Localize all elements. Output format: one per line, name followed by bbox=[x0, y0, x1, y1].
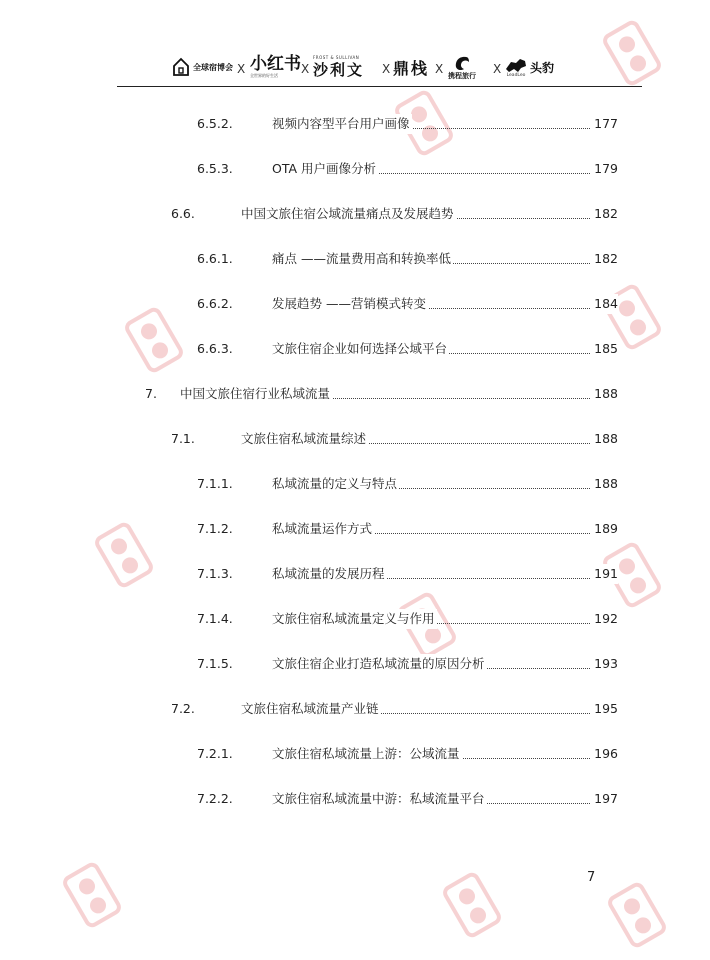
toc-entry[interactable] bbox=[197, 564, 618, 584]
toc-entry-page: 196 bbox=[592, 744, 618, 764]
watermark-seal-icon bbox=[92, 520, 156, 590]
toc-entry-title: 文旅住宿私域流量上游：公域流量 bbox=[272, 744, 462, 764]
toc-entry-page: 177 bbox=[592, 114, 618, 134]
toc-entry-title: 文旅住宿私域流量定义与作用 bbox=[272, 609, 437, 629]
logo-separator: X bbox=[301, 62, 310, 76]
toc-entry-number: 6.6.2. bbox=[197, 296, 233, 311]
logo-separator: X bbox=[382, 62, 391, 76]
watermark-seal-icon bbox=[60, 860, 124, 930]
toc-entry-number: 7.2. bbox=[171, 701, 195, 716]
xiaohongshu-logo-subtext: 全世界的好生活 bbox=[250, 73, 278, 78]
toc-entry-number: 6.5.2. bbox=[197, 116, 233, 131]
toc-entry-page: 188 bbox=[592, 384, 618, 404]
toc-entry-title: 私域流量的定义与特点 bbox=[272, 474, 399, 494]
toc-entry-page: 193 bbox=[592, 654, 618, 674]
dingzhan-logo bbox=[393, 48, 429, 86]
toc-entry-number: 7.1.2. bbox=[197, 521, 233, 536]
header-logo-bar bbox=[117, 48, 642, 88]
toc-entry-page: 185 bbox=[592, 339, 618, 359]
toc-entry[interactable] bbox=[197, 609, 618, 629]
ctrip-logo-text: 携程旅行 bbox=[448, 71, 476, 80]
watermark-seal-icon bbox=[600, 18, 664, 88]
watermark-seal-icon bbox=[605, 880, 669, 950]
leopard-icon bbox=[505, 57, 527, 73]
toc-entry-page: 179 bbox=[592, 159, 618, 179]
toc-entry[interactable] bbox=[197, 519, 618, 539]
toc-entry-title: 痛点 ——流量费用高和转换率低 bbox=[272, 249, 453, 269]
toc-entry[interactable] bbox=[171, 699, 618, 719]
leadleo-logo-text: 头豹 bbox=[530, 60, 555, 75]
toc-entry-title: 文旅住宿私域流量综述 bbox=[241, 429, 368, 449]
toc-entry[interactable] bbox=[197, 744, 618, 764]
frost-sullivan-logo-subtext: FROST & SULLIVAN bbox=[313, 55, 360, 60]
house-icon bbox=[172, 57, 190, 77]
toc-entry-title: 私域流量运作方式 bbox=[272, 519, 374, 539]
toc-entry-number: 6.6. bbox=[171, 206, 195, 221]
toc-entry-page: 182 bbox=[592, 249, 618, 269]
dingzhan-logo-text: 鼎栈 bbox=[393, 58, 430, 78]
toc-entry-number: 7.1.3. bbox=[197, 566, 233, 581]
toc-entry-page: 195 bbox=[592, 699, 618, 719]
logo-separator: X bbox=[493, 62, 502, 76]
toc-entry-number: 7.2.2. bbox=[197, 791, 233, 806]
toc-entry[interactable] bbox=[145, 384, 618, 404]
toc-entry-page: 188 bbox=[592, 474, 618, 494]
header-divider bbox=[117, 86, 642, 87]
leadleo-logo bbox=[505, 48, 554, 86]
xiaohongshu-logo bbox=[250, 48, 301, 86]
toc-entry[interactable] bbox=[197, 159, 618, 179]
toc-entry-title: 文旅住宿企业如何选择公域平台 bbox=[272, 339, 449, 359]
toc-entry-number: 6.5.3. bbox=[197, 161, 233, 176]
toc-entry[interactable] bbox=[197, 294, 618, 314]
toc-entry[interactable] bbox=[197, 654, 618, 674]
toc-entry-number: 7.1. bbox=[171, 431, 195, 446]
dolphin-icon bbox=[452, 55, 472, 72]
toc-entry-page: 188 bbox=[592, 429, 618, 449]
expo-logo-text: 全球宿博会 bbox=[193, 62, 233, 72]
toc-entry[interactable] bbox=[197, 114, 618, 134]
toc-entry-number: 7.1.4. bbox=[197, 611, 233, 626]
logo-separator: X bbox=[435, 62, 444, 76]
toc-entry-page: 184 bbox=[592, 294, 618, 314]
toc-entry-number: 7.1.1. bbox=[197, 476, 233, 491]
toc-entry-number: 6.6.3. bbox=[197, 341, 233, 356]
toc-entry-number: 7. bbox=[145, 386, 157, 401]
toc-entry-title: 中国文旅住宿公域流量痛点及发展趋势 bbox=[241, 204, 456, 224]
toc-entry-page: 197 bbox=[592, 789, 618, 809]
toc-entry-title: 发展趋势 ——营销模式转变 bbox=[272, 294, 428, 314]
toc-entry-title: 文旅住宿企业打造私域流量的原因分析 bbox=[272, 654, 487, 674]
toc-entry[interactable] bbox=[171, 204, 618, 224]
toc-entry-page: 182 bbox=[592, 204, 618, 224]
toc-entry[interactable] bbox=[197, 339, 618, 359]
frost-sullivan-logo-text: 沙利文 bbox=[313, 61, 365, 79]
frost-sullivan-logo bbox=[313, 48, 364, 86]
toc-entry-number: 7.2.1. bbox=[197, 746, 233, 761]
ctrip-logo bbox=[448, 48, 476, 86]
toc-entry-number: 7.1.5. bbox=[197, 656, 233, 671]
toc-entry-title: 视频内容型平台用户画像 bbox=[272, 114, 412, 134]
leadleo-logo-subtext: LeadLeo bbox=[506, 72, 526, 78]
watermark-seal-icon bbox=[440, 870, 504, 940]
toc-entry[interactable] bbox=[197, 249, 618, 269]
page-number: 7 bbox=[587, 870, 596, 885]
toc-entry[interactable] bbox=[197, 474, 618, 494]
toc-entry-number: 6.6.1. bbox=[197, 251, 233, 266]
toc-entry-title: 私域流量的发展历程 bbox=[272, 564, 387, 584]
toc-entry-title: 文旅住宿私域流量产业链 bbox=[241, 699, 381, 719]
toc-entry-page: 189 bbox=[592, 519, 618, 539]
toc-entry-title: OTA 用户画像分析 bbox=[272, 159, 378, 179]
toc-entry-page: 191 bbox=[592, 564, 618, 584]
toc-entry[interactable] bbox=[171, 429, 618, 449]
toc-entry[interactable] bbox=[197, 789, 618, 809]
logo-separator: X bbox=[237, 62, 246, 76]
toc-entry-title: 中国文旅住宿行业私域流量 bbox=[180, 384, 332, 404]
watermark-seal-icon bbox=[122, 305, 186, 375]
xiaohongshu-logo-text: 小红书 bbox=[250, 54, 301, 74]
global-homestay-expo-logo bbox=[172, 48, 233, 86]
toc-entry-page: 192 bbox=[592, 609, 618, 629]
toc-entry-title: 文旅住宿私域流量中游：私域流量平台 bbox=[272, 789, 487, 809]
